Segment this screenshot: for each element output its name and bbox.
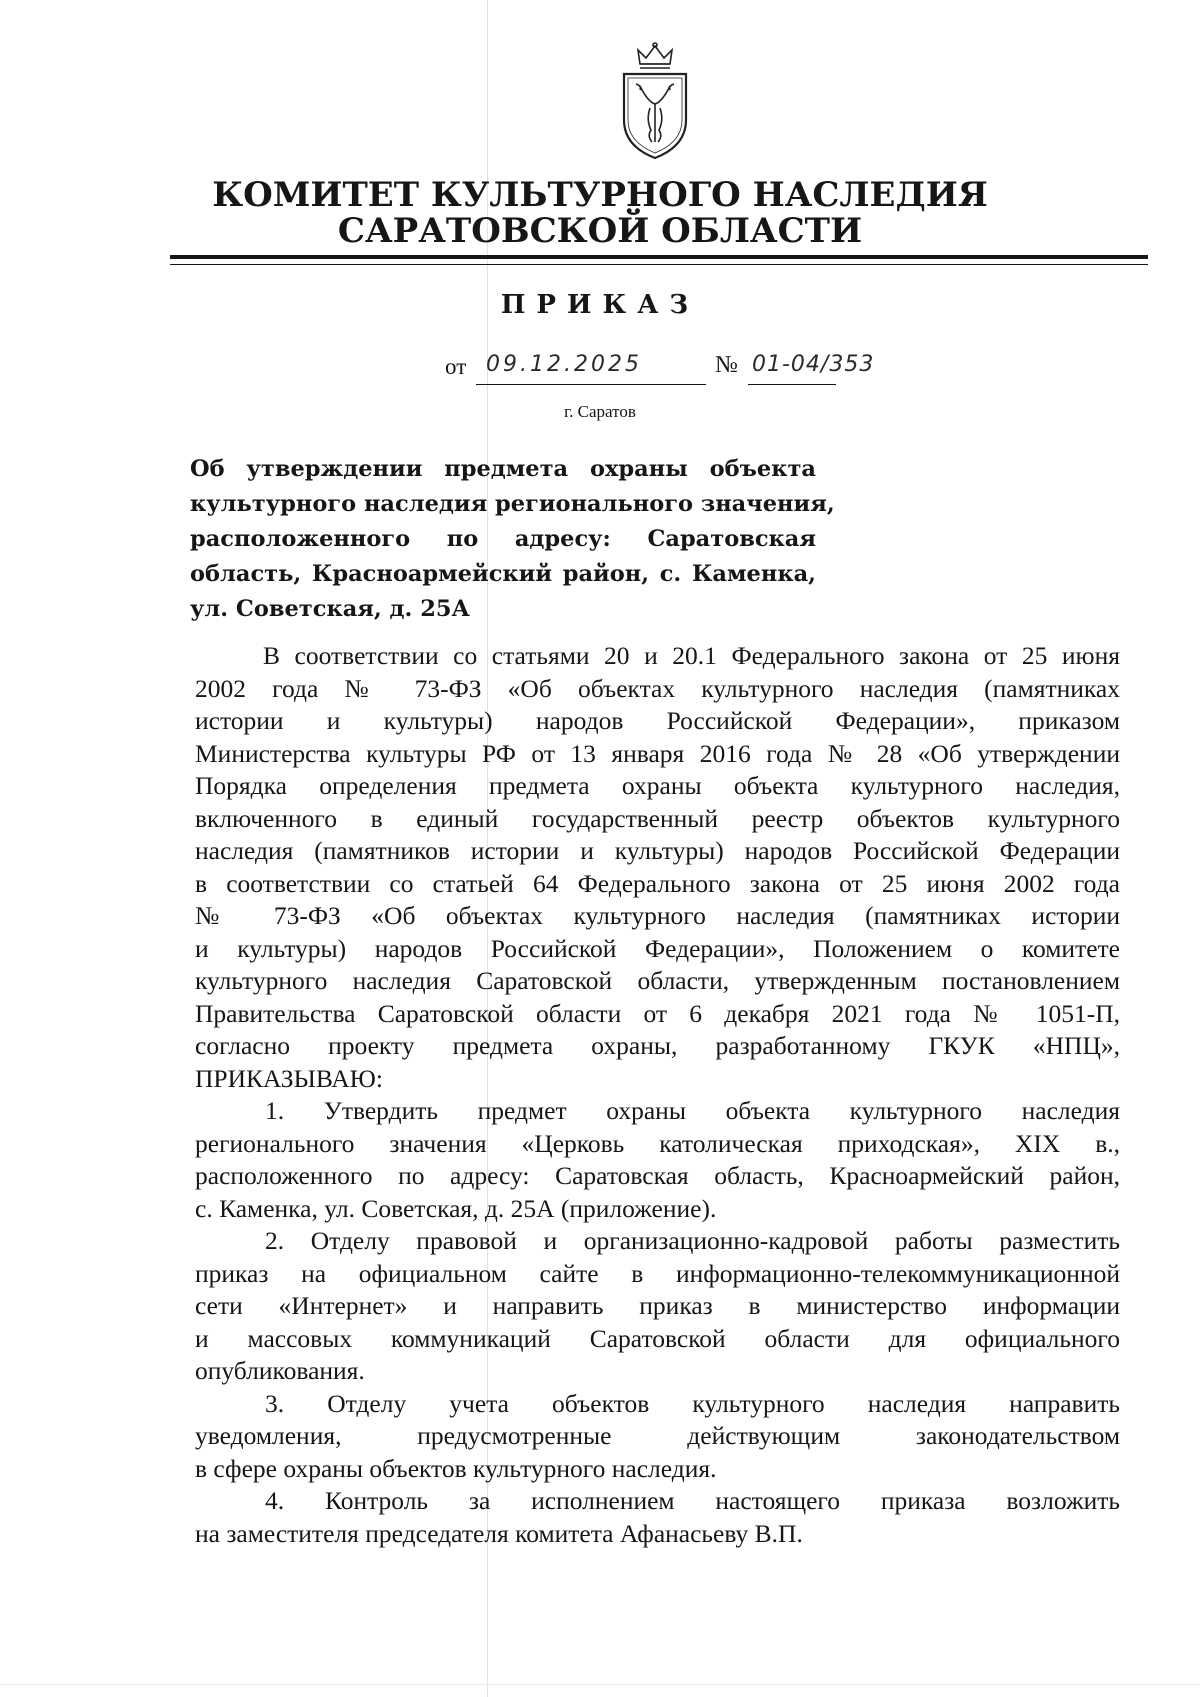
preamble-line: ПРИКАЗЫВАЮ:: [195, 1063, 383, 1093]
order-number: 01-04/353: [752, 352, 875, 377]
preamble-line: 2002 года № 73-ФЗ «Об объектах культурного наследия (памятниках: [195, 673, 1120, 703]
preamble-line: Министерства культуры РФ от 13 января 2016 года № 28 «Об утверждении: [195, 738, 1120, 768]
item2-line: приказ на официальном сайте в информационно-телекоммуникационной: [195, 1258, 1120, 1288]
item1-line: с. Каменка, ул. Советская, д. 25А (приложение).: [195, 1193, 717, 1223]
preamble-line: культурного наследия Саратовской области, утвержденным постановлением: [195, 966, 1120, 995]
preamble-line: № 73-ФЗ «Об объектах культурного наследия (памятниках истории: [195, 901, 1120, 930]
preamble-line: и культуры) народов Российской Федерации», Положением о комитете: [195, 933, 1120, 963]
item4-line: 4. Контроль за исполнением настоящего приказа возложить: [265, 1486, 1120, 1515]
subject-line: культурного наследия регионального значения,: [190, 491, 835, 517]
scan-edge-line: [0, 1684, 1200, 1685]
item3-line: 3. Отделу учета объектов культурного наследия направить: [265, 1388, 1120, 1418]
organization-name-line2: САРАТОВСКОЙ ОБЛАСТИ: [337, 211, 863, 251]
preamble-line: наследия (памятников истории и культуры) народов Российской Федерации: [195, 836, 1120, 865]
item4-line: на заместителя председателя комитета Афанасьеву В.П.: [195, 1518, 803, 1548]
item2-line: сети «Интернет» и направить приказ в министерство информации: [195, 1291, 1120, 1320]
date-prefix: от: [445, 354, 467, 379]
item2-line: 2. Отделу правовой и организационно-кадровой работы разместить: [265, 1226, 1120, 1255]
item1-line: 1. Утвердить предмет охраны объекта культурного наследия: [265, 1096, 1120, 1125]
item2-line: и массовых коммуникаций Саратовской области для официального: [195, 1323, 1120, 1353]
document-title: ПРИКАЗ: [500, 290, 700, 320]
preamble-line: Правительства Саратовской области от 6 декабря 2021 года № 1051-П,: [195, 998, 1120, 1028]
issue-city: г. Саратов: [564, 402, 636, 421]
subject-line: Об утверждении предмета охраны объекта: [190, 456, 816, 482]
number-prefix: №: [715, 352, 738, 378]
item2-line: опубликования.: [195, 1356, 365, 1385]
subject-line: расположенного по адресу: Саратовская: [190, 526, 816, 552]
organization-name-line1: КОМИТЕТ КУЛЬТУРНОГО НАСЛЕДИЯ: [212, 175, 988, 215]
number-underline: [748, 384, 836, 385]
preamble-line: в соответствии со статьей 64 Федерального закона от 25 июня 2002 года: [195, 868, 1120, 898]
saratov-coat-of-arms-icon: [610, 42, 700, 162]
order-subject: [190, 452, 835, 627]
preamble-line: истории и культуры) народов Российской Федерации», приказом: [195, 706, 1120, 735]
header-divider-thin: [170, 264, 1148, 265]
subject-line: область, Красноармейский район, с. Каменка,: [190, 561, 816, 587]
date-underline: [476, 384, 706, 385]
header-divider-thick: [170, 255, 1148, 259]
preamble-line: включенного в единый государственный реестр объектов культурного: [195, 803, 1120, 833]
preamble-line: Порядка определения предмета охраны объекта культурного наследия,: [195, 771, 1120, 800]
preamble-line: согласно проекту предмета охраны, разработанному ГКУК «НПЦ»,: [195, 1031, 1120, 1060]
item3-line: уведомления, предусмотренные действующим законодательством: [195, 1421, 1120, 1450]
item1-line: расположенного по адресу: Саратовская область, Красноармейский район,: [195, 1161, 1120, 1190]
order-date: 09.12.2025: [486, 352, 642, 377]
preamble-line: В соответствии со статьями 20 и 20.1 Федерального закона от 25 июня: [263, 641, 1120, 670]
item1-line: регионального значения «Церковь католическая приходская», XIX в.,: [195, 1128, 1120, 1158]
order-body: [195, 640, 1120, 1550]
item3-line: в сфере охраны объектов культурного наследия.: [195, 1453, 717, 1483]
subject-line: ул. Советская, д. 25А: [190, 596, 470, 622]
